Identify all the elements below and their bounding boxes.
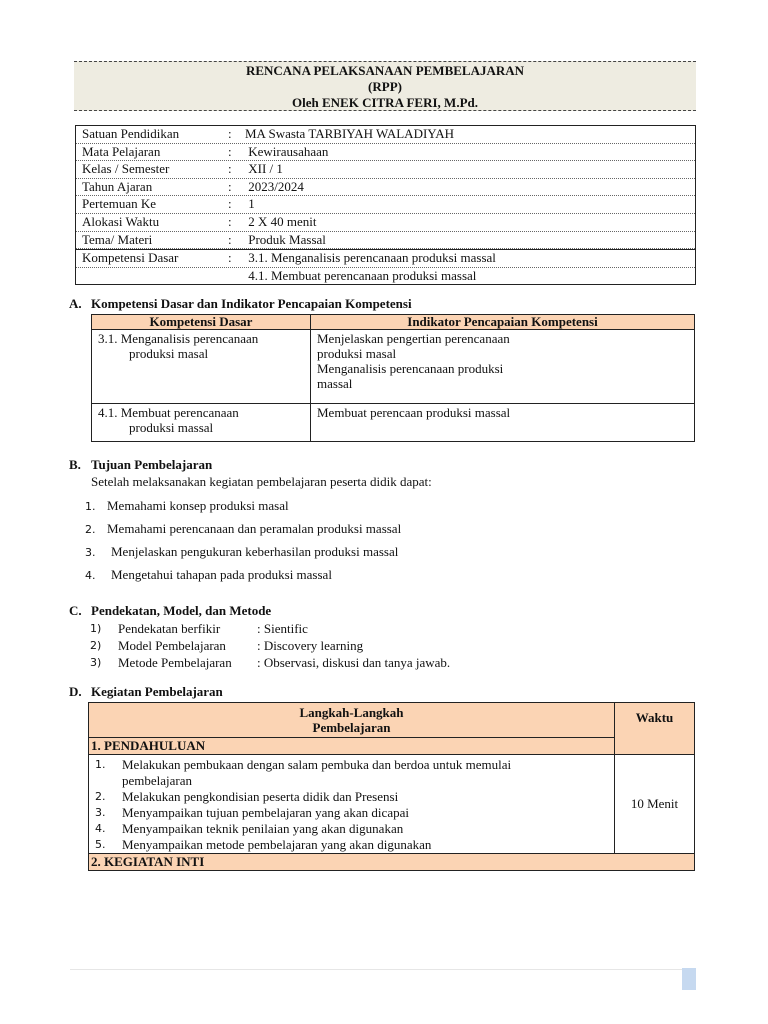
list-item (93, 789, 610, 805)
list-number: 1. (85, 500, 96, 513)
identity-value: 1 (245, 196, 255, 212)
section-letter: C. (69, 603, 82, 618)
identity-value: 4.1. Membuat perencanaan produksi massal (245, 267, 477, 283)
identity-label: Tema/ Materi (82, 231, 153, 247)
list-item (85, 566, 401, 589)
list-item (93, 757, 610, 789)
column-header: Kompetensi Dasar (92, 315, 311, 330)
kd-text: Membuat perencanaan (120, 405, 239, 420)
list-number: 1) (90, 622, 102, 635)
list-item (93, 805, 610, 821)
indicator-text: Membuat perencaan produksi massal (317, 405, 511, 420)
section-b-heading (69, 457, 212, 473)
list-number: 2. (95, 790, 106, 803)
list-text (122, 757, 511, 789)
page-footer-divider (70, 969, 696, 970)
table-row (89, 755, 695, 854)
section-title: Pendekatan, Model, dan Metode (91, 603, 272, 618)
duration-cell: 10 Menit (615, 755, 695, 854)
column-header: Waktu (615, 703, 695, 755)
column-header-line: Langkah-Langkah (299, 705, 404, 720)
section-title: Tujuan Pembelajaran (91, 457, 213, 472)
identity-label: Tahun Ajaran (82, 178, 153, 194)
column-header: Indikator Pencapaian Kompetensi (311, 315, 695, 330)
column-header (89, 703, 615, 738)
identity-value: 2 X 40 menit (245, 213, 317, 229)
list-text: Mengetahui tahapan pada produksi massal (111, 567, 332, 582)
phase-heading: 2. KEGIATAN INTI (89, 854, 695, 871)
identity-row (76, 249, 695, 268)
list-number: 2) (90, 639, 102, 652)
identity-value: Produk Massal (245, 231, 326, 247)
list-item (85, 543, 401, 566)
section-letter: B. (69, 457, 81, 472)
list-item (90, 637, 450, 654)
approach-value: : Sientific (257, 621, 308, 636)
identity-separator: : (228, 143, 232, 159)
section-letter: A. (69, 296, 82, 311)
list-text: Menyampaikan metode pembelajaran yang akan digunakan (122, 837, 432, 852)
kd-text: produksi massal (129, 420, 214, 435)
list-text: Memahami perencanaan dan peramalan produksi massal (107, 521, 402, 536)
page-marker (682, 968, 696, 990)
kd-cell (92, 330, 311, 404)
list-number: 3. (95, 806, 106, 819)
identity-separator: : (228, 161, 232, 177)
identity-label: Satuan Pendidikan (82, 126, 180, 141)
list-text: Menyampaikan teknik penilaian yang akan digunakan (122, 821, 404, 836)
objective-list (85, 497, 401, 589)
table-header-row (92, 315, 695, 330)
list-item (85, 520, 401, 543)
table-header-row (89, 703, 695, 738)
identity-row (76, 214, 695, 232)
identity-value: MA Swasta TARBIYAH WALADIYAH (245, 126, 455, 141)
identity-row (76, 232, 695, 250)
kd-cell (92, 404, 311, 442)
identity-value: Kewirausahaan (245, 143, 329, 159)
header-subtitle: (RPP) (368, 79, 402, 94)
identity-row (76, 126, 695, 144)
section-a-heading (69, 296, 412, 312)
table-row (89, 854, 695, 871)
identity-value: XII / 1 (245, 161, 283, 177)
identity-row (76, 179, 695, 197)
list-number: 2. (85, 523, 96, 536)
approach-value: : Observasi, diskusi dan tanya jawab. (257, 655, 451, 670)
activity-table (88, 702, 695, 871)
table-row (92, 330, 695, 404)
list-item (85, 497, 401, 520)
identity-table (75, 125, 696, 285)
identity-label: Kompetensi Dasar (82, 250, 179, 266)
section-d-heading (69, 684, 223, 700)
identity-label (76, 268, 228, 285)
list-text-line: Melakukan pembukaan dengan salam pembuka dan berdoa untuk memulai (122, 757, 512, 772)
identity-row (76, 144, 695, 162)
approach-list (90, 620, 450, 671)
header-author: Oleh ENEK CITRA FERI, M.Pd. (292, 95, 478, 110)
indicator-cell (311, 330, 695, 404)
identity-row (76, 268, 695, 285)
kd-text: produksi masal (129, 346, 209, 361)
list-number: 4. (95, 822, 106, 835)
list-number: 3) (90, 656, 102, 669)
list-number: 4. (85, 569, 96, 582)
competency-table (91, 314, 695, 442)
identity-separator: : (228, 250, 232, 266)
section-title: Kegiatan Pembelajaran (91, 684, 223, 699)
indicator-text: massal (317, 376, 353, 391)
approach-label: Pendekatan berfikir (118, 621, 221, 636)
identity-row (76, 196, 695, 214)
list-number: 5. (95, 838, 106, 851)
identity-separator: : (228, 231, 232, 247)
list-text: Menjelaskan pengukuran keberhasilan produksi massal (111, 544, 399, 559)
section-title: Kompetensi Dasar dan Indikator Pencapaian Kompetensi (91, 296, 412, 311)
list-number: 3. (85, 546, 96, 559)
phase-heading: 1. PENDAHULUAN (89, 738, 615, 755)
list-item (93, 821, 610, 837)
approach-label: Model Pembelajaran (118, 638, 226, 653)
identity-label: Kelas / Semester (82, 161, 170, 177)
approach-label: Metode Pembelajaran (118, 655, 232, 670)
indicator-text: Menganalisis perencanaan produksi (317, 361, 504, 376)
identity-row (76, 161, 695, 179)
list-item (90, 620, 450, 637)
list-item (93, 837, 610, 853)
document-header (74, 61, 696, 111)
identity-value: 3.1. Menganalisis perencanaan produksi massal (245, 250, 496, 266)
list-number: 1. (95, 758, 106, 771)
indicator-cell (311, 404, 695, 442)
identity-label: Alokasi Waktu (82, 213, 160, 229)
identity-label: Mata Pelajaran (82, 143, 161, 159)
identity-separator: : (228, 213, 232, 229)
table-row (89, 738, 695, 755)
identity-separator: : (228, 178, 232, 194)
identity-separator (228, 268, 245, 285)
objective-intro: Setelah melaksanakan kegiatan pembelajaran peserta didik dapat: (91, 474, 432, 489)
identity-separator: : (228, 126, 232, 141)
kd-number: 4.1. (98, 405, 118, 420)
header-title: RENCANA PELAKSANAAN PEMBELAJARAN (245, 63, 525, 78)
identity-value: 2023/2024 (245, 178, 304, 194)
indicator-text: Menjelaskan pengertian perencanaan (317, 331, 510, 346)
section-letter: D. (69, 684, 82, 699)
kd-text: Menganalisis perencanaan (120, 331, 259, 346)
table-row (92, 404, 695, 442)
list-text: Memahami konsep produksi masal (107, 498, 289, 513)
list-item (90, 654, 450, 671)
identity-label: Pertemuan Ke (82, 196, 157, 212)
list-text: Melakukan pengkondisian peserta didik dan Presensi (122, 789, 399, 804)
kd-number: 3.1. (98, 331, 118, 346)
section-c-heading (69, 603, 271, 619)
indicator-text: produksi masal (317, 346, 397, 361)
steps-cell (89, 755, 615, 854)
identity-separator: : (228, 196, 232, 212)
list-text-line: pembelajaran (122, 773, 193, 788)
column-header-line: Pembelajaran (312, 720, 391, 735)
approach-value: : Discovery learning (257, 638, 364, 653)
list-text: Menyampaikan tujuan pembelajaran yang akan dicapai (122, 805, 409, 820)
